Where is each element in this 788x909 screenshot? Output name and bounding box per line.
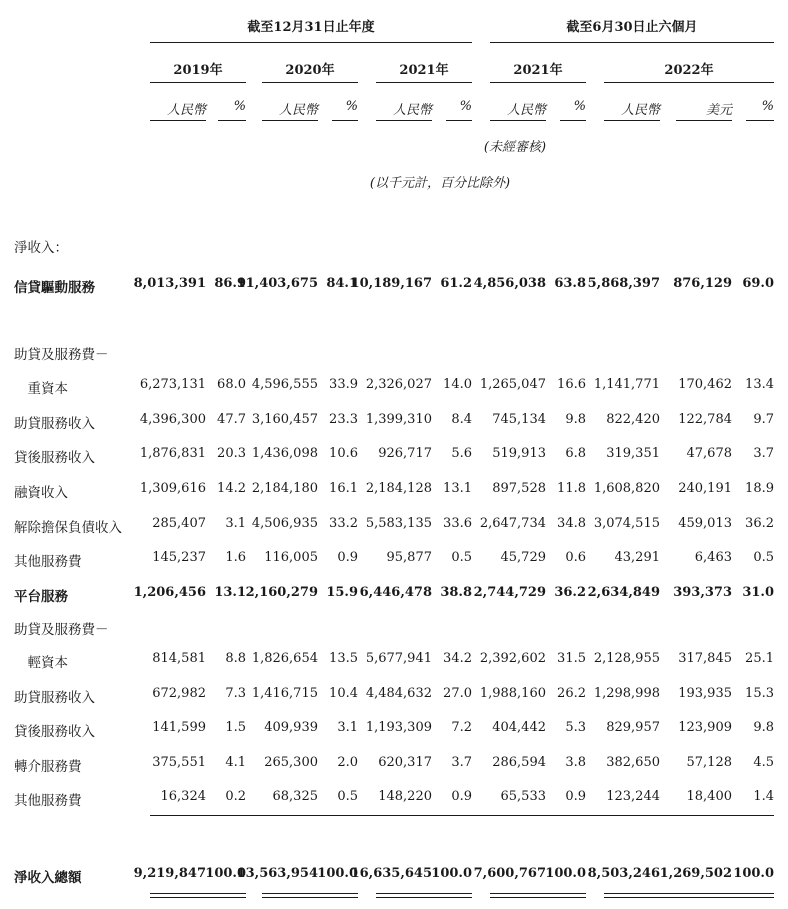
table-cell: 95,877 bbox=[386, 550, 432, 565]
table-cell: 1,399,310 bbox=[365, 412, 432, 427]
table-cell: 2,160,279 bbox=[245, 585, 318, 600]
col-header-pct: % bbox=[233, 99, 246, 114]
table-cell: 6,446,478 bbox=[359, 585, 432, 600]
table-cell: 69.0 bbox=[742, 276, 774, 291]
total-double-rule bbox=[150, 893, 246, 898]
table-cell: 4.1 bbox=[225, 755, 246, 770]
col-header-rmb: 人民幣 bbox=[620, 103, 660, 118]
table-cell: 1,826,654 bbox=[251, 651, 318, 666]
table-cell: 0.9 bbox=[451, 789, 472, 804]
table-cell: 16,324 bbox=[160, 789, 206, 804]
table-cell: 193,935 bbox=[678, 686, 732, 701]
table-cell: 16,635,645 bbox=[350, 866, 432, 881]
table-cell: 1,608,820 bbox=[593, 481, 660, 496]
row-label: 淨收入總額 bbox=[14, 870, 82, 886]
subtotal-rule bbox=[150, 815, 774, 816]
row-label: 平台服務 bbox=[14, 589, 68, 605]
table-cell: 8,503,246 bbox=[587, 866, 660, 881]
table-cell: 18,400 bbox=[686, 789, 732, 804]
table-cell: 63.8 bbox=[554, 276, 586, 291]
table-cell: 5.6 bbox=[451, 446, 472, 461]
table-cell: 4.5 bbox=[753, 755, 774, 770]
table-cell: 15.3 bbox=[745, 686, 774, 701]
table-cell: 33.2 bbox=[329, 516, 358, 531]
year-2022-h1: 2022年 bbox=[664, 63, 714, 78]
table-cell: 1,876,831 bbox=[139, 446, 206, 461]
table-cell: 31.0 bbox=[742, 585, 774, 600]
col-header-rmb: 人民幣 bbox=[506, 103, 546, 118]
unaudited-note: (未經審核) bbox=[483, 140, 547, 155]
table-cell: 0.6 bbox=[565, 550, 586, 565]
table-cell: 620,317 bbox=[378, 755, 432, 770]
table-cell: 18.9 bbox=[745, 481, 774, 496]
table-cell: 10,189,167 bbox=[350, 276, 432, 291]
table-cell: 1,436,098 bbox=[251, 446, 318, 461]
table-cell: 3.7 bbox=[753, 446, 774, 461]
row-label: 融資收入 bbox=[14, 485, 68, 501]
table-cell: 8.8 bbox=[225, 651, 246, 666]
table-cell: 1.5 bbox=[225, 720, 246, 735]
col-header-rule bbox=[604, 120, 660, 121]
table-cell: 1,265,047 bbox=[479, 377, 546, 392]
total-double-rule bbox=[604, 893, 774, 898]
table-cell: 34.2 bbox=[443, 651, 472, 666]
table-cell: 814,581 bbox=[152, 651, 206, 666]
table-cell: 822,420 bbox=[606, 412, 660, 427]
table-cell: 6.8 bbox=[565, 446, 586, 461]
col-header-rmb: 人民幣 bbox=[278, 103, 318, 118]
col-header-rule bbox=[446, 120, 472, 121]
table-cell: 5.3 bbox=[565, 720, 586, 735]
table-cell: 33.9 bbox=[329, 377, 358, 392]
row-label: 貸後服務收入 bbox=[14, 450, 95, 466]
table-cell: 0.5 bbox=[451, 550, 472, 565]
table-cell: 2,184,180 bbox=[251, 481, 318, 496]
table-cell: 10.6 bbox=[329, 446, 358, 461]
table-cell: 13.5 bbox=[329, 651, 358, 666]
table-cell: 68.0 bbox=[217, 377, 246, 392]
header-group-rule bbox=[150, 42, 472, 43]
col-header-pct: % bbox=[573, 99, 586, 114]
header-group-rule bbox=[490, 42, 774, 43]
row-label: 其他服務費 bbox=[14, 554, 82, 570]
row-label: 淨收入： bbox=[14, 240, 68, 256]
table-cell: 409,939 bbox=[264, 720, 318, 735]
table-cell: 1,309,616 bbox=[139, 481, 206, 496]
table-cell: 9.8 bbox=[753, 720, 774, 735]
table-cell: 4,484,632 bbox=[365, 686, 432, 701]
table-cell: 2,744,729 bbox=[473, 585, 546, 600]
col-header-pct: % bbox=[761, 99, 774, 114]
table-cell: 123,909 bbox=[678, 720, 732, 735]
table-cell: 876,129 bbox=[673, 276, 732, 291]
col-header-rule bbox=[376, 120, 432, 121]
table-cell: 3,160,457 bbox=[251, 412, 318, 427]
table-cell: 4,856,038 bbox=[473, 276, 546, 291]
col-header-pct: % bbox=[459, 99, 472, 114]
table-cell: 11.8 bbox=[557, 481, 586, 496]
total-double-rule bbox=[376, 893, 472, 898]
year-rule bbox=[604, 82, 774, 83]
row-label: 助貸服務收入 bbox=[14, 416, 95, 432]
table-cell: 7,600,767 bbox=[473, 866, 546, 881]
table-cell: 148,220 bbox=[378, 789, 432, 804]
table-cell: 897,528 bbox=[492, 481, 546, 496]
table-cell: 829,957 bbox=[606, 720, 660, 735]
table-cell: 393,373 bbox=[673, 585, 732, 600]
row-label: 助貸及服務費－ bbox=[14, 622, 109, 638]
total-double-rule bbox=[262, 893, 358, 898]
table-cell: 14.0 bbox=[443, 377, 472, 392]
row-label: 解除擔保負債收入 bbox=[14, 520, 122, 536]
row-label: 助貸服務收入 bbox=[14, 690, 95, 706]
table-cell: 5,583,135 bbox=[365, 516, 432, 531]
table-cell: 4,506,935 bbox=[251, 516, 318, 531]
table-cell: 100.0 bbox=[545, 866, 586, 881]
table-cell: 13.1 bbox=[443, 481, 472, 496]
header-group-six-months: 截至6月30日止六個月 bbox=[566, 20, 698, 35]
table-cell: 61.2 bbox=[440, 276, 472, 291]
table-cell: 100.0 bbox=[205, 866, 246, 881]
table-cell: 10.4 bbox=[329, 686, 358, 701]
table-cell: 31.5 bbox=[557, 651, 586, 666]
table-cell: 2.0 bbox=[337, 755, 358, 770]
table-cell: 5,677,941 bbox=[365, 651, 432, 666]
units-note: (以千元計，百分比除外) bbox=[369, 176, 511, 191]
table-cell: 317,845 bbox=[678, 651, 732, 666]
table-cell: 4,396,300 bbox=[139, 412, 206, 427]
table-cell: 33.6 bbox=[443, 516, 472, 531]
table-cell: 100.0 bbox=[317, 866, 358, 881]
col-header-rule bbox=[262, 120, 318, 121]
table-cell: 100.0 bbox=[733, 866, 774, 881]
table-cell: 2,647,734 bbox=[479, 516, 546, 531]
table-cell: 1,206,456 bbox=[133, 585, 206, 600]
table-cell: 5,868,397 bbox=[587, 276, 660, 291]
col-header-rule bbox=[150, 120, 206, 121]
table-cell: 4,596,555 bbox=[251, 377, 318, 392]
table-cell: 8,013,391 bbox=[133, 276, 206, 291]
table-cell: 36.2 bbox=[745, 516, 774, 531]
table-cell: 13.1 bbox=[214, 585, 246, 600]
table-cell: 240,191 bbox=[678, 481, 732, 496]
table-cell: 1,141,771 bbox=[593, 377, 660, 392]
col-header-rule bbox=[490, 120, 546, 121]
table-cell: 0.9 bbox=[337, 550, 358, 565]
table-cell: 23.3 bbox=[329, 412, 358, 427]
table-cell: 16.6 bbox=[557, 377, 586, 392]
table-cell: 8.4 bbox=[451, 412, 472, 427]
row-label: 轉介服務費 bbox=[14, 759, 82, 775]
row-label: 助貸及服務費－ bbox=[14, 347, 109, 363]
table-cell: 382,650 bbox=[606, 755, 660, 770]
table-cell: 3.8 bbox=[565, 755, 586, 770]
table-cell: 1,988,160 bbox=[479, 686, 546, 701]
table-cell: 15.9 bbox=[326, 585, 358, 600]
table-cell: 145,237 bbox=[152, 550, 206, 565]
year-2019: 2019年 bbox=[173, 63, 223, 78]
table-cell: 3,074,515 bbox=[593, 516, 660, 531]
table-cell: 3.7 bbox=[451, 755, 472, 770]
table-cell: 13.4 bbox=[745, 377, 774, 392]
table-cell: 2,392,602 bbox=[479, 651, 546, 666]
table-cell: 1,298,998 bbox=[593, 686, 660, 701]
table-cell: 57,128 bbox=[686, 755, 732, 770]
col-header-rmb: 人民幣 bbox=[392, 103, 432, 118]
table-cell: 9.8 bbox=[565, 412, 586, 427]
header-group-fiscal-year: 截至12月31日止年度 bbox=[247, 20, 375, 35]
col-header-rule bbox=[218, 120, 246, 121]
row-label: 輕資本 bbox=[14, 655, 68, 671]
table-cell: 26.2 bbox=[557, 686, 586, 701]
table-cell: 14.2 bbox=[217, 481, 246, 496]
table-cell: 36.2 bbox=[554, 585, 586, 600]
row-label: 重資本 bbox=[14, 381, 68, 397]
table-cell: 1,193,309 bbox=[365, 720, 432, 735]
table-cell: 45,729 bbox=[500, 550, 546, 565]
table-cell: 285,407 bbox=[152, 516, 206, 531]
table-cell: 459,013 bbox=[678, 516, 732, 531]
table-cell: 100.0 bbox=[431, 866, 472, 881]
year-2021: 2021年 bbox=[399, 63, 449, 78]
table-cell: 672,982 bbox=[152, 686, 206, 701]
table-cell: 375,551 bbox=[152, 755, 206, 770]
table-cell: 9.7 bbox=[753, 412, 774, 427]
table-cell: 2,128,955 bbox=[593, 651, 660, 666]
table-cell: 170,462 bbox=[678, 377, 732, 392]
table-cell: 745,134 bbox=[492, 412, 546, 427]
col-header-pct: % bbox=[345, 99, 358, 114]
table-cell: 9,219,847 bbox=[133, 866, 206, 881]
col-header-rule bbox=[560, 120, 586, 121]
table-cell: 141,599 bbox=[152, 720, 206, 735]
table-cell: 3.1 bbox=[225, 516, 246, 531]
col-header-rule bbox=[332, 120, 358, 121]
table-cell: 0.2 bbox=[225, 789, 246, 804]
table-cell: 116,005 bbox=[264, 550, 318, 565]
table-cell: 11,403,675 bbox=[236, 276, 318, 291]
table-cell: 404,442 bbox=[492, 720, 546, 735]
row-label: 其他服務費 bbox=[14, 793, 82, 809]
col-header-rmb: 人民幣 bbox=[166, 103, 206, 118]
table-cell: 1.4 bbox=[753, 789, 774, 804]
table-cell: 43,291 bbox=[614, 550, 660, 565]
table-cell: 65,533 bbox=[500, 789, 546, 804]
table-cell: 47,678 bbox=[686, 446, 732, 461]
table-cell: 25.1 bbox=[745, 651, 774, 666]
table-cell: 34.8 bbox=[557, 516, 586, 531]
table-cell: 2,184,128 bbox=[365, 481, 432, 496]
table-cell: 519,913 bbox=[492, 446, 546, 461]
row-label: 信貸驅動服務 bbox=[14, 280, 95, 296]
table-cell: 2,326,027 bbox=[365, 377, 432, 392]
table-cell: 3.1 bbox=[337, 720, 358, 735]
table-cell: 1,269,502 bbox=[659, 866, 732, 881]
table-cell: 319,351 bbox=[606, 446, 660, 461]
col-header-rule bbox=[746, 120, 774, 121]
table-cell: 0.5 bbox=[753, 550, 774, 565]
table-cell: 1.6 bbox=[225, 550, 246, 565]
table-cell: 265,300 bbox=[264, 755, 318, 770]
year-2021-h1: 2021年 bbox=[513, 63, 563, 78]
table-cell: 47.7 bbox=[217, 412, 246, 427]
table-cell: 6,273,131 bbox=[139, 377, 206, 392]
table-cell: 16.1 bbox=[329, 481, 358, 496]
year-rule bbox=[376, 82, 472, 83]
table-cell: 123,244 bbox=[606, 789, 660, 804]
table-cell: 1,416,715 bbox=[251, 686, 318, 701]
year-rule bbox=[150, 82, 246, 83]
table-cell: 84.1 bbox=[326, 276, 358, 291]
col-header-rule bbox=[676, 120, 732, 121]
table-cell: 122,784 bbox=[678, 412, 732, 427]
table-cell: 7.2 bbox=[451, 720, 472, 735]
table-cell: 38.8 bbox=[440, 585, 472, 600]
table-cell: 7.3 bbox=[225, 686, 246, 701]
table-cell: 286,594 bbox=[492, 755, 546, 770]
table-cell: 68,325 bbox=[272, 789, 318, 804]
total-double-rule bbox=[490, 893, 586, 898]
table-cell: 13,563,954 bbox=[236, 866, 318, 881]
table-cell: 27.0 bbox=[443, 686, 472, 701]
table-cell: 2,634,849 bbox=[587, 585, 660, 600]
year-rule bbox=[262, 82, 358, 83]
row-label: 貸後服務收入 bbox=[14, 724, 95, 740]
year-rule bbox=[490, 82, 586, 83]
col-header-usd: 美元 bbox=[705, 103, 732, 118]
year-2020: 2020年 bbox=[285, 63, 335, 78]
table-cell: 0.9 bbox=[565, 789, 586, 804]
table-cell: 20.3 bbox=[217, 446, 246, 461]
table-cell: 926,717 bbox=[378, 446, 432, 461]
table-cell: 86.9 bbox=[214, 276, 246, 291]
table-cell: 0.5 bbox=[337, 789, 358, 804]
table-cell: 6,463 bbox=[694, 550, 732, 565]
